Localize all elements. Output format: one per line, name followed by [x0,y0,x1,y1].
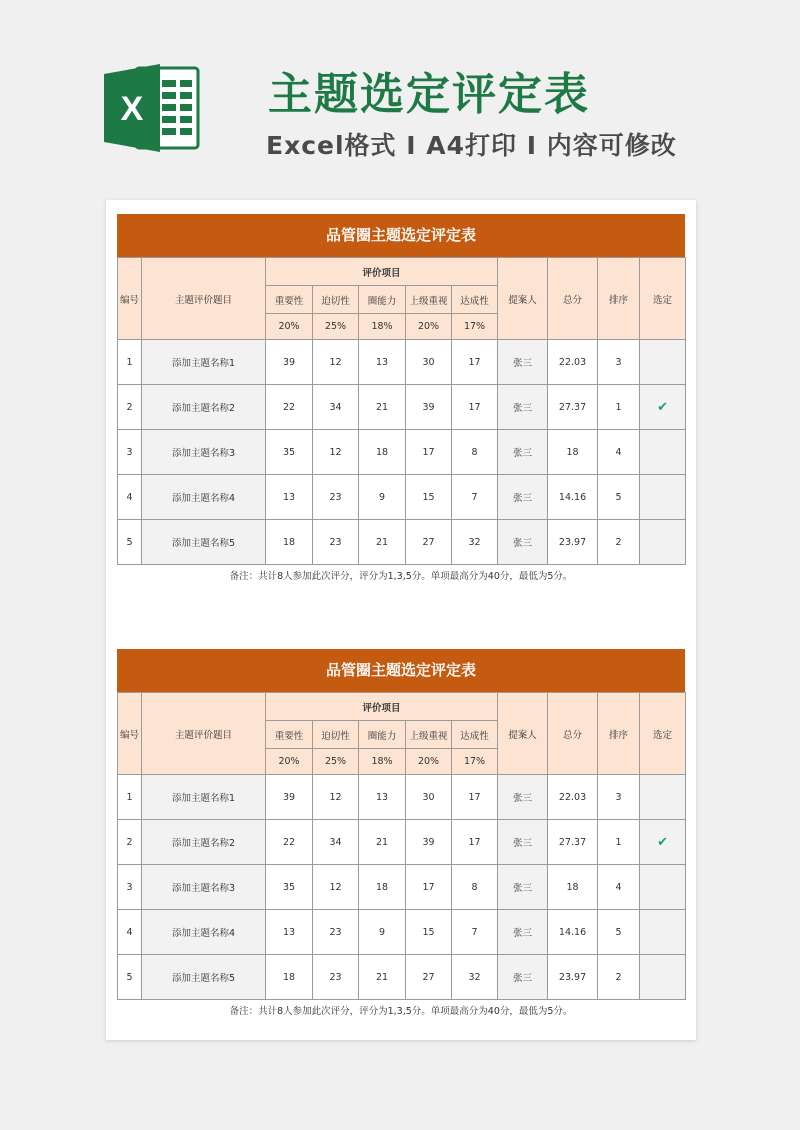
header-total: 总分 [548,693,598,775]
cell-score: 35 [266,430,313,475]
cell-score: 7 [452,910,498,955]
weight-importance: 20% [266,314,313,340]
cell-total: 23.97 [548,520,598,565]
table-row [118,910,686,955]
criteria-feasibility: 达成性 [452,286,498,314]
header-rank: 排序 [598,258,640,340]
criteria-feasibility: 达成性 [452,721,498,749]
header-topic: 主题评价题目 [142,258,266,340]
table-note: 备注：共计8人参加此次评分，评分为1,3,5分。单项最高分为40分，最低为5分。 [229,571,573,582]
weight-feasibility: 17% [452,314,498,340]
cell-score: 7 [452,475,498,520]
excel-logo-letter: X [120,90,144,128]
cell-score: 13 [266,910,313,955]
cell-topic: 添加主题名称4 [142,910,266,955]
header-proposer: 提案人 [498,258,548,340]
cell-selected [640,340,686,385]
cell-score: 22 [266,820,313,865]
weight-management: 20% [406,749,452,775]
cell-rank: 5 [598,475,640,520]
evaluation-table [117,692,686,1000]
cell-score: 15 [406,475,452,520]
weight-urgency: 25% [313,749,359,775]
weight-feasibility: 17% [452,749,498,775]
cell-score: 8 [452,430,498,475]
table-note: 备注：共计8人参加此次评分，评分为1,3,5分。单项最高分为40分，最低为5分。 [229,1006,573,1017]
cell-no: 1 [118,775,142,820]
cell-score: 17 [452,775,498,820]
header-proposer: 提案人 [498,693,548,775]
cell-score: 23 [313,910,359,955]
cell-score: 32 [452,520,498,565]
cell-no: 5 [118,955,142,1000]
cell-score: 21 [359,820,406,865]
cell-no: 5 [118,520,142,565]
table-row [118,385,686,430]
cell-topic: 添加主题名称2 [142,385,266,430]
sheet-title: 品管圈主题选定评定表 [117,649,685,692]
cell-selected [640,430,686,475]
criteria-capability: 圈能力 [359,286,406,314]
table-row [118,430,686,475]
page-header [0,0,800,200]
cell-score: 13 [359,340,406,385]
excel-icon [100,62,204,154]
cell-rank: 2 [598,520,640,565]
criteria-importance: 重要性 [266,286,313,314]
cell-rank: 3 [598,340,640,385]
criteria-management: 上级重视 [406,286,452,314]
cell-proposer: 张三 [498,430,548,475]
cell-score: 15 [406,910,452,955]
weight-management: 20% [406,314,452,340]
cell-proposer: 张三 [498,775,548,820]
cell-score: 23 [313,955,359,1000]
cell-score: 12 [313,340,359,385]
cell-total: 27.37 [548,385,598,430]
cell-topic: 添加主题名称3 [142,430,266,475]
header-no: 编号 [118,258,142,340]
criteria-urgency: 迫切性 [313,721,359,749]
cell-topic: 添加主题名称4 [142,475,266,520]
cell-score: 27 [406,955,452,1000]
cell-score: 39 [406,820,452,865]
cell-no: 4 [118,910,142,955]
cell-score: 12 [313,865,359,910]
cell-selected [640,520,686,565]
cell-score: 34 [313,820,359,865]
cell-score: 21 [359,385,406,430]
cell-total: 27.37 [548,820,598,865]
cell-score: 27 [406,520,452,565]
table-row [118,775,686,820]
cell-selected [640,865,686,910]
cell-selected [640,775,686,820]
cell-topic: 添加主题名称1 [142,775,266,820]
cell-score: 17 [452,340,498,385]
cell-score: 12 [313,775,359,820]
evaluation-sheet-1 [117,214,685,589]
cell-score: 18 [359,865,406,910]
cell-score: 13 [266,475,313,520]
cell-no: 2 [118,820,142,865]
check-icon: ✔ [640,385,686,430]
cell-proposer: 张三 [498,340,548,385]
cell-rank: 4 [598,430,640,475]
header-row [118,258,686,286]
cell-no: 3 [118,430,142,475]
cell-score: 8 [452,865,498,910]
header-selected: 选定 [640,258,686,340]
header-criteria-group: 评价项目 [266,258,498,286]
sheet-title: 品管圈主题选定评定表 [117,214,685,257]
cell-rank: 2 [598,955,640,1000]
cell-score: 18 [266,520,313,565]
cell-score: 18 [266,955,313,1000]
cell-score: 9 [359,910,406,955]
cell-selected [640,955,686,1000]
cell-score: 18 [359,430,406,475]
evaluation-table [117,257,686,565]
cell-score: 21 [359,955,406,1000]
header-selected: 选定 [640,693,686,775]
weight-importance: 20% [266,749,313,775]
check-icon: ✔ [640,820,686,865]
header-total: 总分 [548,258,598,340]
header-row [118,693,686,721]
cell-total: 18 [548,430,598,475]
cell-score: 17 [452,820,498,865]
weight-capability: 18% [359,314,406,340]
cell-score: 9 [359,475,406,520]
cell-score: 35 [266,865,313,910]
table-row [118,340,686,385]
cell-topic: 添加主题名称1 [142,340,266,385]
cell-topic: 添加主题名称3 [142,865,266,910]
cell-score: 39 [266,775,313,820]
cell-score: 17 [406,430,452,475]
cell-total: 14.16 [548,475,598,520]
cell-proposer: 张三 [498,910,548,955]
header-criteria-group: 评价项目 [266,693,498,721]
table-row [118,820,686,865]
cell-selected [640,910,686,955]
cell-score: 21 [359,520,406,565]
cell-proposer: 张三 [498,520,548,565]
cell-total: 14.16 [548,910,598,955]
cell-total: 22.03 [548,775,598,820]
cell-score: 39 [266,340,313,385]
cell-proposer: 张三 [498,955,548,1000]
cell-no: 4 [118,475,142,520]
cell-score: 23 [313,520,359,565]
cell-score: 13 [359,775,406,820]
cell-proposer: 张三 [498,820,548,865]
criteria-management: 上级重视 [406,721,452,749]
evaluation-sheet-2 [117,649,685,1024]
weight-urgency: 25% [313,314,359,340]
cell-score: 22 [266,385,313,430]
cell-no: 1 [118,340,142,385]
cell-selected [640,475,686,520]
cell-proposer: 张三 [498,475,548,520]
header-rank: 排序 [598,693,640,775]
header-no: 编号 [118,693,142,775]
criteria-capability: 圈能力 [359,721,406,749]
cell-proposer: 张三 [498,865,548,910]
cell-score: 12 [313,430,359,475]
cell-total: 18 [548,865,598,910]
cell-rank: 3 [598,775,640,820]
cell-no: 2 [118,385,142,430]
cell-rank: 4 [598,865,640,910]
table-row [118,955,686,1000]
cell-score: 30 [406,340,452,385]
cell-score: 17 [452,385,498,430]
cell-score: 34 [313,385,359,430]
page-subtitle: Excel格式 I A4打印 I 内容可修改 [266,131,677,160]
table-row [118,475,686,520]
weight-capability: 18% [359,749,406,775]
table-row [118,520,686,565]
page-title: 主题选定评定表 [268,69,590,120]
cell-score: 23 [313,475,359,520]
cell-score: 32 [452,955,498,1000]
cell-score: 17 [406,865,452,910]
criteria-importance: 重要性 [266,721,313,749]
header-topic: 主题评价题目 [142,693,266,775]
cell-score: 39 [406,385,452,430]
cell-rank: 1 [598,820,640,865]
criteria-urgency: 迫切性 [313,286,359,314]
cell-rank: 1 [598,385,640,430]
cell-topic: 添加主题名称5 [142,955,266,1000]
cell-no: 3 [118,865,142,910]
cell-rank: 5 [598,910,640,955]
cell-total: 23.97 [548,955,598,1000]
cell-proposer: 张三 [498,385,548,430]
cell-topic: 添加主题名称5 [142,520,266,565]
cell-total: 22.03 [548,340,598,385]
cell-score: 30 [406,775,452,820]
table-row [118,865,686,910]
cell-topic: 添加主题名称2 [142,820,266,865]
